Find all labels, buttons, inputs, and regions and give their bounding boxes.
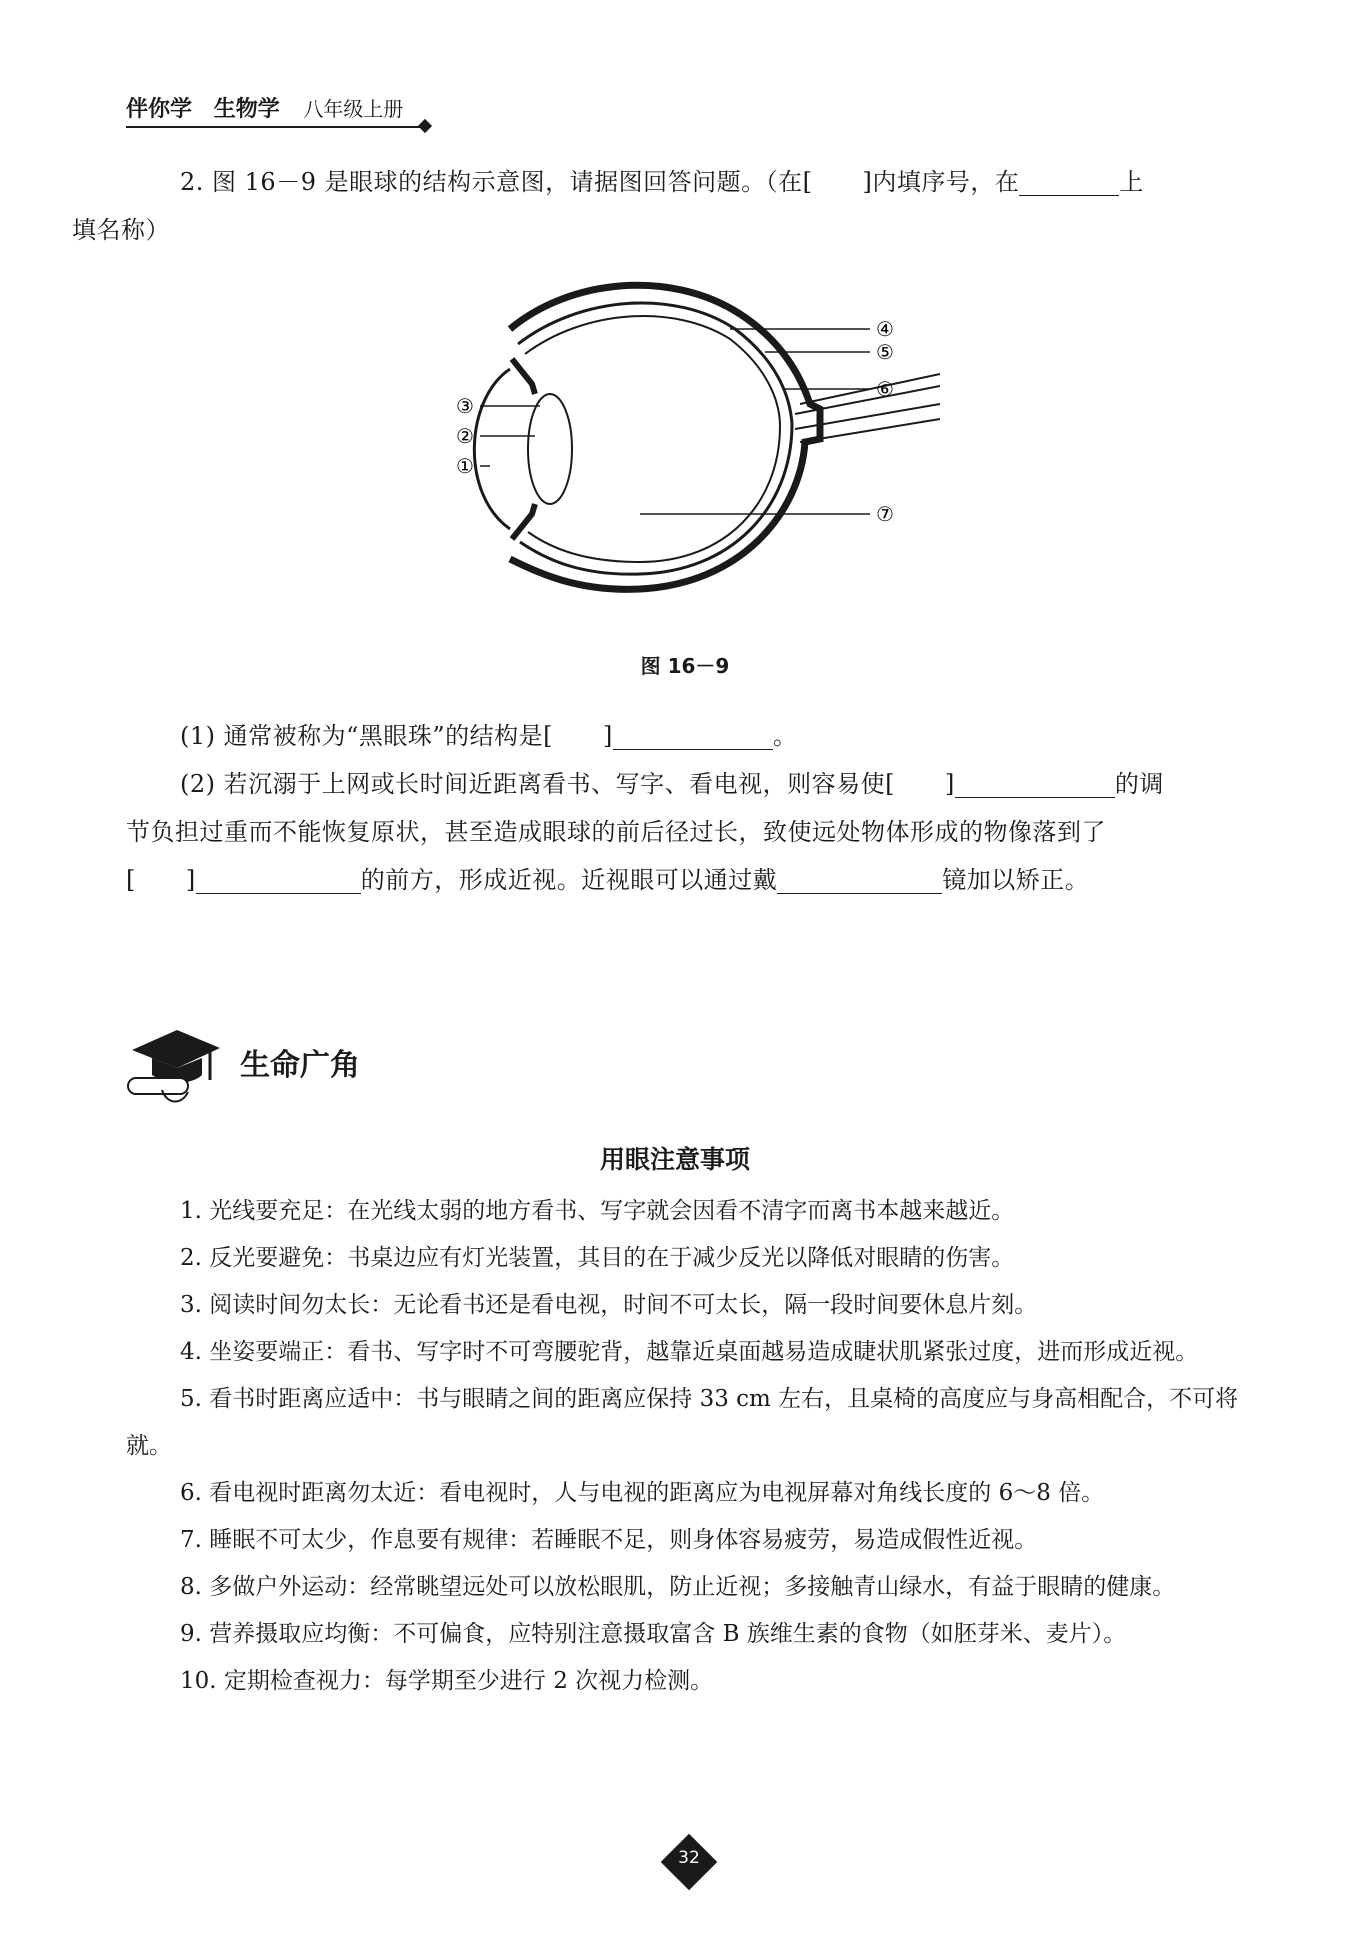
graduation-cap-icon	[122, 1020, 222, 1110]
header-rule	[126, 126, 426, 128]
iris-outline	[512, 359, 535, 539]
tip-item: 5. 看书时距离应适中：书与眼睛之间的距离应保持 33 cm 左右，且桌椅的高度应与身高相配合，不可将就。	[126, 1386, 1239, 1459]
question-text: ]	[945, 770, 955, 798]
header-diamond-icon	[418, 119, 432, 133]
answer-blank[interactable]	[613, 719, 773, 750]
label-3: ③	[456, 394, 474, 418]
tips-list	[126, 1188, 1256, 1705]
choroid-outline	[518, 303, 792, 574]
label-5: ⑤	[876, 340, 894, 364]
series-name: 伴你学	[126, 97, 193, 122]
question-text: (2) 若沉溺于上网或长时间近距离看书、写字、看电视，则容易使[	[180, 770, 895, 798]
sub-question-2-cont	[126, 856, 1250, 904]
tip-item: 9. 营养摄取应均衡：不可偏食，应特别注意摄取富含 B 族维生素的食物（如胚芽米、麦片）。	[180, 1621, 1127, 1647]
question-text: ]	[603, 722, 613, 750]
subject-name: 生物学	[213, 97, 280, 122]
question-stem-part: 上	[1119, 168, 1144, 196]
answer-blank[interactable]	[777, 863, 942, 894]
tips-title: 用眼注意事项	[599, 1145, 750, 1174]
label-4: ④	[876, 317, 894, 341]
sub-question-1	[126, 712, 1250, 760]
page-header	[126, 92, 436, 132]
question-stem-part: 2. 图 16－9 是眼球的结构示意图，请据图回答问题。（在[	[180, 168, 813, 196]
tip-item: 10. 定期检查视力：每学期至少进行 2 次视力检测。	[180, 1668, 714, 1694]
question-2-stem	[72, 158, 1250, 254]
question-text: ]	[185, 866, 196, 894]
lens-outline	[528, 394, 572, 504]
figure-caption: 图 16－9	[640, 654, 730, 678]
question-text: 节负担过重而不能恢复原状，甚至造成眼球的前后径过长，致使远处物体形成的物像落到了	[126, 818, 1106, 846]
tip-item: 1. 光线要充足：在光线太弱的地方看书、写字就会因看不清字而离书本越来越近。	[180, 1198, 1015, 1224]
grade-name: 八年级上册	[303, 97, 404, 121]
question-text: 镜加以矫正。	[942, 866, 1090, 894]
section-title: 生命广角	[240, 1048, 360, 1083]
label-1: ①	[456, 454, 474, 478]
label-2: ②	[456, 424, 474, 448]
tip-item: 2. 反光要避免：书桌边应有灯光装置，其目的在于减少反光以降低对眼睛的伤害。	[180, 1245, 1015, 1271]
question-text: 。	[772, 722, 798, 750]
answer-blank[interactable]	[196, 863, 361, 894]
sub-question-2	[126, 760, 1250, 808]
page-number-badge	[665, 1838, 713, 1886]
cornea-outline	[474, 369, 510, 529]
sclera-outline	[510, 285, 820, 589]
tip-item: 4. 坐姿要端正：看书、写字时不可弯腰驼背，越靠近桌面越易造成睫状肌紧张过度，进而形成近视。	[180, 1339, 1199, 1365]
tip-item: 7. 睡眠不可太少，作息要有规律：若睡眠不足，则身体容易疲劳，易造成假性近视。	[180, 1527, 1038, 1553]
question-stem-part: 填名称）	[72, 216, 170, 244]
question-text: [	[126, 866, 136, 894]
question-stem-part: ]内填序号，在	[862, 168, 1020, 196]
label-6: ⑥	[876, 377, 894, 401]
page-number: 32	[678, 1848, 700, 1868]
answer-blank[interactable]	[955, 767, 1115, 798]
eye-diagram	[440, 274, 940, 624]
question-text: (1) 通常被称为“黑眼珠”的结构是[	[180, 722, 554, 750]
answer-blank[interactable]	[1019, 165, 1119, 196]
label-7: ⑦	[876, 502, 894, 526]
tip-item: 3. 阅读时间勿太长：无论看书还是看电视，时间不可太长，隔一段时间要休息片刻。	[180, 1292, 1038, 1318]
tip-item: 8. 多做户外运动：经常眺望远处可以放松眼肌，防止近视；多接触青山绿水，有益于眼睛的健康。	[180, 1574, 1176, 1600]
eye-structure-figure	[440, 274, 940, 624]
tip-item: 6. 看电视时距离勿太近：看电视时，人与电视的距离应为电视屏幕对角线长度的 6～8 倍。	[180, 1480, 1105, 1506]
retina-outline	[525, 316, 780, 562]
question-text: 的调	[1114, 770, 1164, 798]
question-text: 的前方，形成近视。近视眼可以通过戴	[360, 866, 778, 894]
sub-question-2-cont	[126, 808, 1250, 856]
